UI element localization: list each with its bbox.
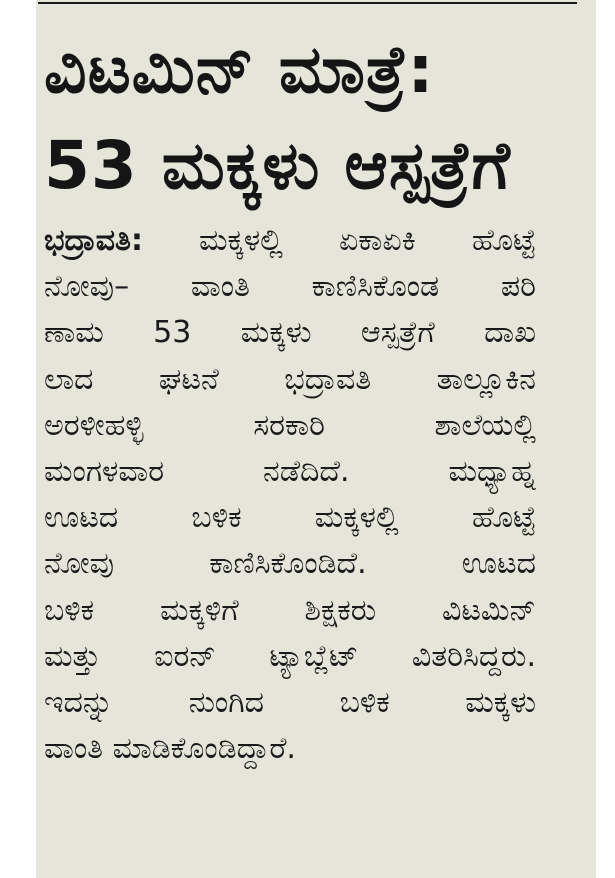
body-line: ಬಳಿಕ ಮಕ್ಕಳಿಗೆ ಶಿಕ್ಷಕರು ವಿಟಮಿನ್	[44, 592, 536, 628]
body-line: ಮಂಗಳವಾರ ನಡೆದಿದೆ. ಮಧ್ಯಾಹ್ನ	[44, 454, 536, 490]
article-body	[44, 218, 536, 772]
body-line: ಮತ್ತು ಐರನ್ ಟ್ಯಾಬ್ಲೆಟ್ ವಿತರಿಸಿದ್ದರು.	[44, 638, 536, 674]
body-line	[44, 218, 536, 264]
body-line: ಲಾದ ಘಟನೆ ಭದ್ರಾವತಿ ತಾಲ್ಲೂಕಿನ	[44, 361, 536, 397]
headline-line-1: ವಿಟಮಿನ್ ಮಾತ್ರೆ:	[44, 31, 435, 108]
body-line: ನೋವು– ವಾಂತಿ ಕಾಣಿಸಿಕೊಂಡ ಪರಿ	[44, 269, 536, 305]
headline-line-2: 53 ಮಕ್ಕಳು ಆಸ್ಪತ್ರೆಗೆ	[44, 127, 511, 204]
top-rule	[38, 2, 577, 4]
body-line-text: ಮಕ್ಕಳಲ್ಲಿ ಏಕಾಏಕಿ ಹೊಟ್ಟೆ	[199, 223, 536, 258]
body-line: ನೋವು ಕಾಣಿಸಿಕೊಂಡಿದೆ. ಊಟದ	[44, 546, 536, 582]
dateline: ಭದ್ರಾವತಿ:	[44, 223, 143, 258]
body-line: ಅರಳೀಹಳ್ಳಿ ಸರಕಾರಿ ಶಾಲೆಯಲ್ಲಿ	[44, 407, 536, 443]
body-line: ಣಾಮ 53 ಮಕ್ಕಳು ಆಸ್ಪತ್ರೆಗೆ ದಾಖ	[44, 315, 536, 351]
headline	[44, 22, 534, 214]
body-line: ಊಟದ ಬಳಿಕ ಮಕ್ಕಳಲ್ಲಿ ಹೊಟ್ಟೆ	[44, 500, 536, 536]
body-line: ವಾಂತಿ ಮಾಡಿಕೊಂಡಿದ್ದಾರೆ.	[44, 731, 296, 767]
body-line: ಇದನ್ನು ನುಂಗಿದ ಬಳಿಕ ಮಕ್ಕಳು	[44, 685, 536, 721]
